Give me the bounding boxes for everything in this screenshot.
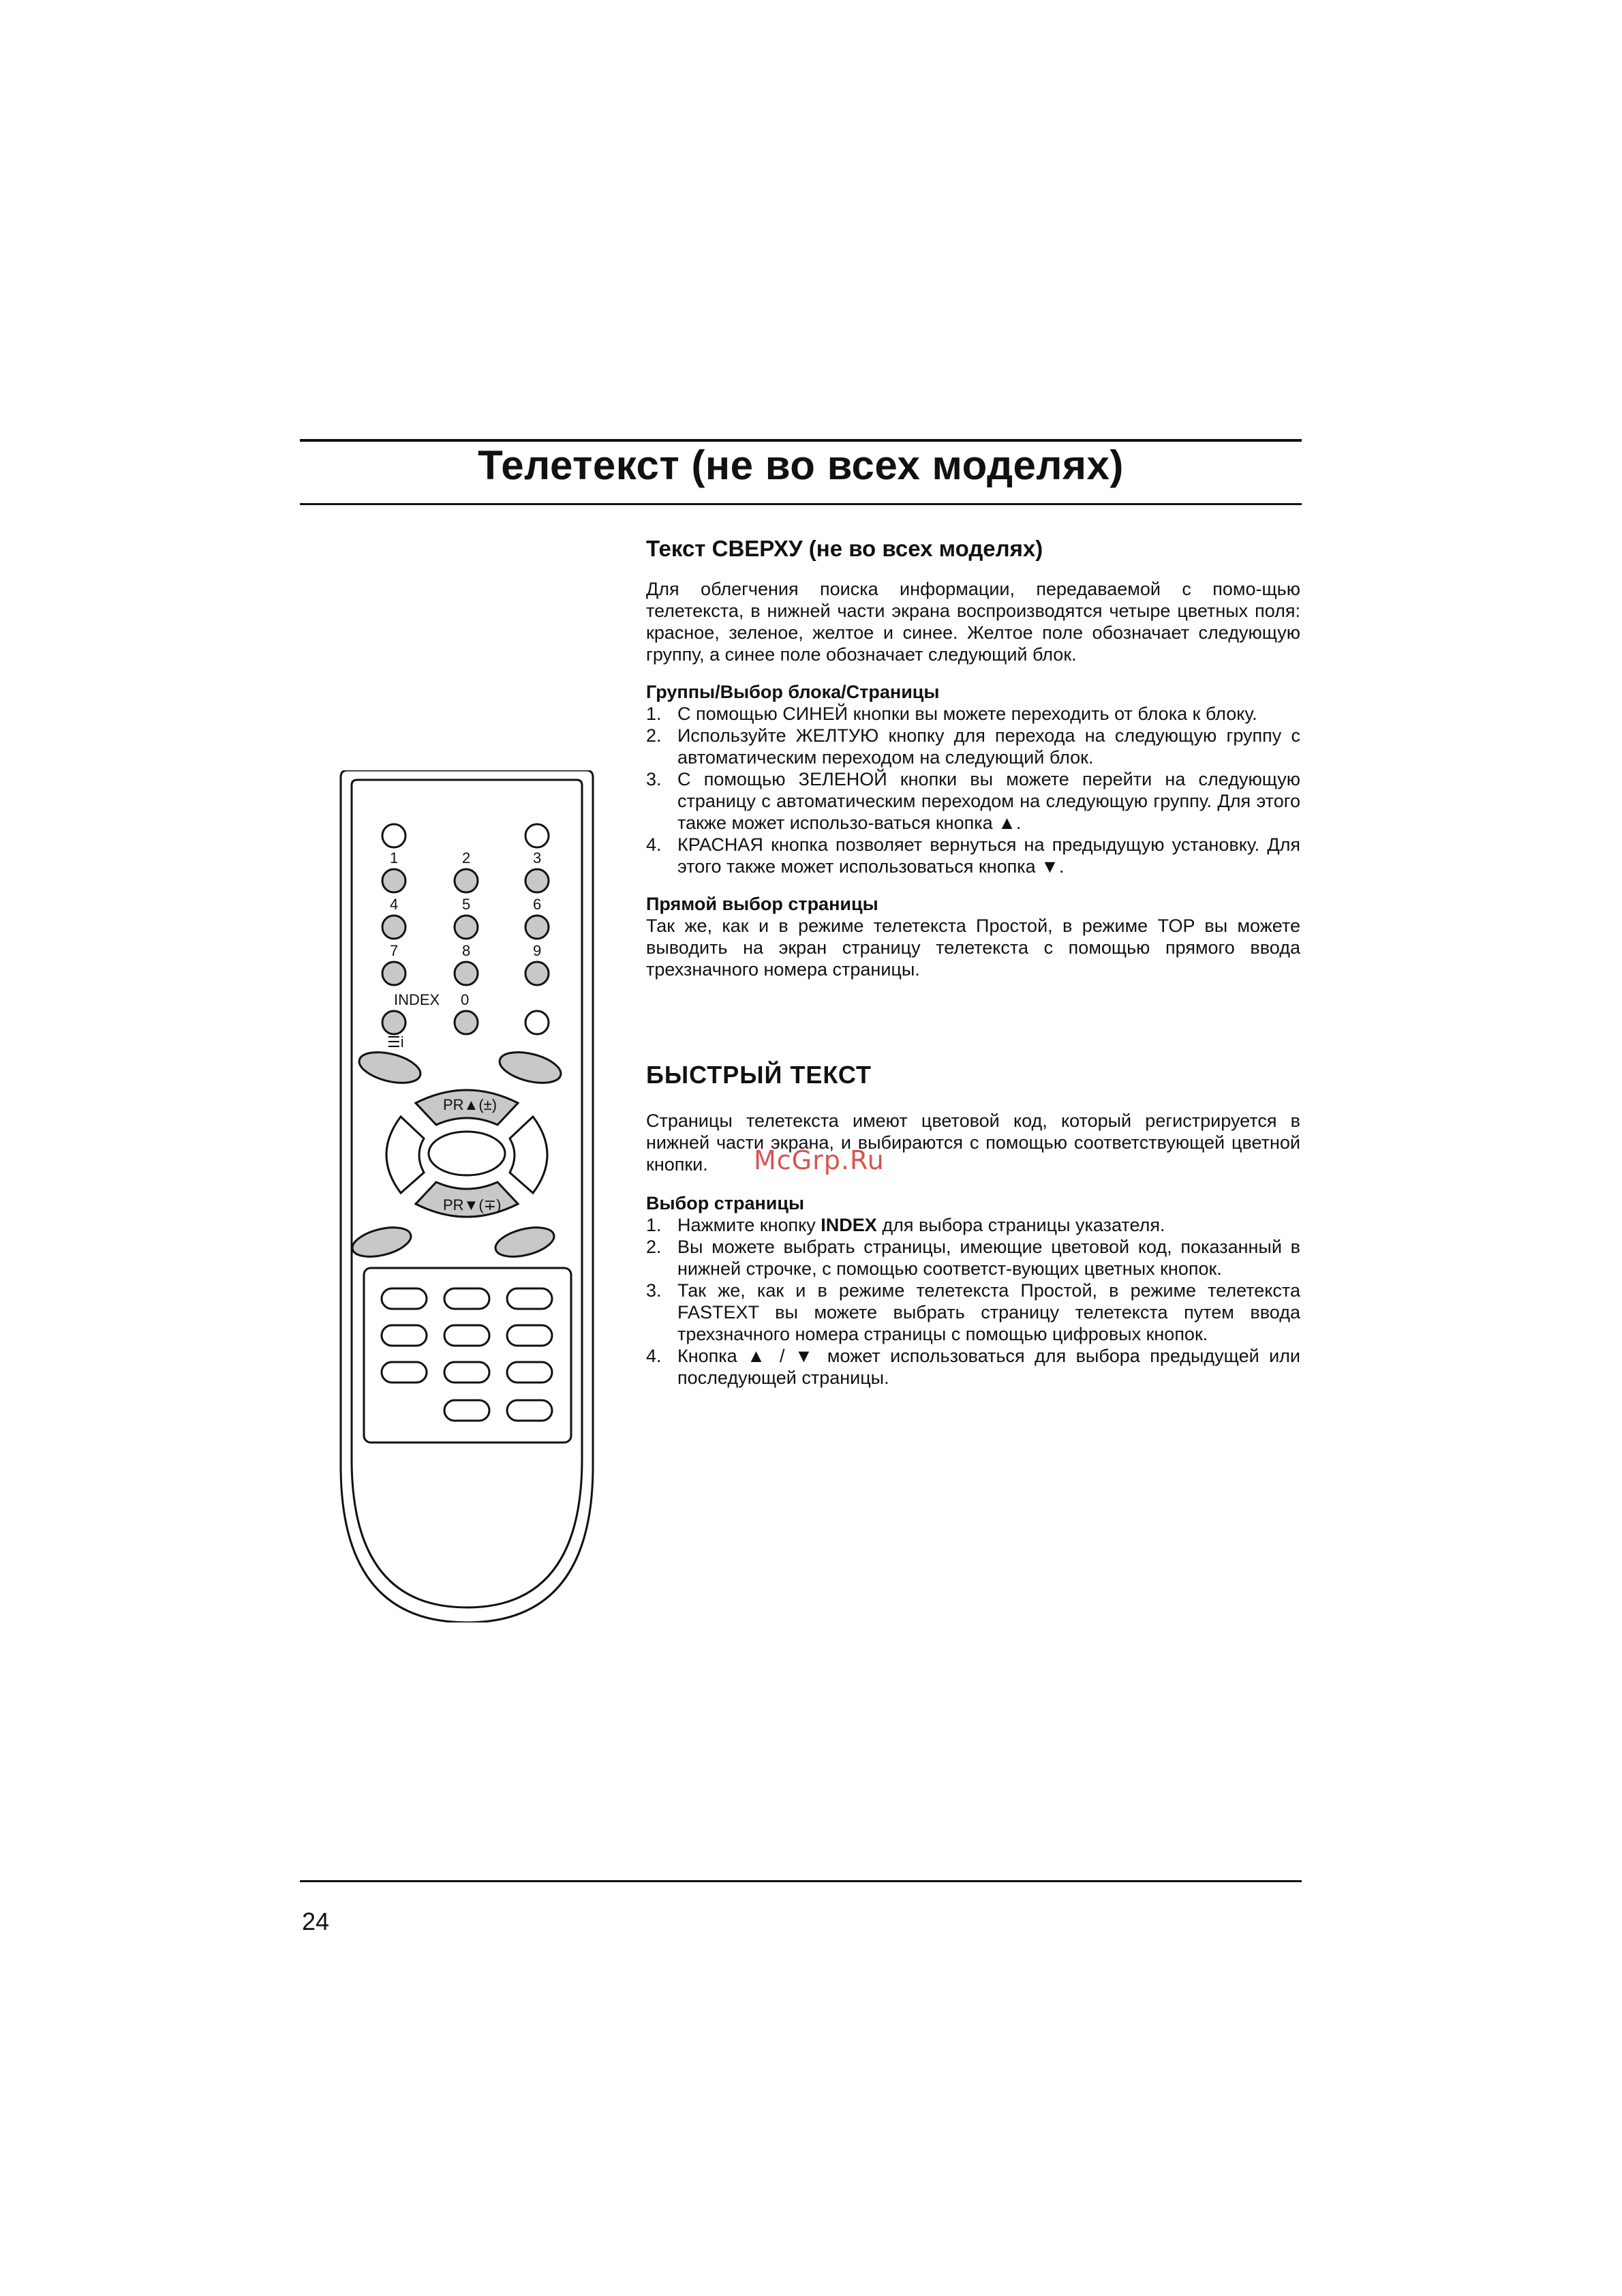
ok-button (429, 1132, 505, 1175)
direct-text: Так же, как и в режиме телетекста Простой, в режиме TOP вы можете выводить на экран страницу телетекста с помощью прямого ввода трехзначного номера страницы. (646, 916, 1300, 980)
title-bottom-rule (300, 503, 1302, 505)
section-fast-intro: Страницы телетекста имеют цветовой код, который регистрируется в нижней части экрана, и выбираются с помощью соответствующей цветной кнопки. (646, 1111, 1300, 1175)
list-item: 4. КРАСНАЯ кнопка позволяет вернуться на предыдущую установку. Для этого также может использоваться кнопка ▼. (646, 834, 1300, 877)
section-top (646, 536, 1300, 980)
direct-heading: Прямой выбор страницы (646, 894, 878, 914)
digit-1-label: 1 (390, 849, 399, 866)
digit-6-label: 6 (533, 896, 542, 913)
list-item: 1. С помощью СИНЕЙ кнопки вы можете переходить от блока к блоку. (646, 704, 1257, 724)
pr-down-label: PR▼(∓) (443, 1196, 502, 1213)
panel-button (444, 1400, 489, 1421)
list-item: 3. С помощью ЗЕЛЕНОЙ кнопки вы можете перейти на следующую страницу с автоматическим переходом на следующую группу. Для этого также может использо-ваться кнопка ▲. (646, 769, 1300, 833)
section-fast (646, 1061, 1300, 1389)
digit-9-label: 9 (533, 942, 542, 959)
panel-button (507, 1362, 552, 1383)
list-item: 4. Кнопка ▲ / ▼ может использоваться для выбора предыдущей или последующей страницы. (646, 1346, 1300, 1388)
footer-rule (300, 1880, 1302, 1882)
groups-heading: Группы/Выбор блока/Страницы (646, 682, 940, 702)
digit-8-button (455, 962, 478, 985)
index-button (382, 1011, 406, 1034)
panel-button (507, 1400, 552, 1421)
list-item: 1. Нажмите кнопку INDEX для выбора страницы указателя. (646, 1215, 1165, 1235)
page-title: Телетекст (не во всех моделях) (478, 442, 1124, 488)
index-label: INDEX (394, 991, 440, 1008)
section-top-heading: Текст СВЕРХУ (не во всех моделях) (646, 536, 1043, 561)
groups-list (646, 703, 1300, 877)
list-item: 2. Используйте ЖЕЛТУЮ кнопку для перехода на следующую группу с автоматическим переходом на следующий блок. (646, 725, 1300, 768)
select-list (646, 1214, 1300, 1389)
digit-9-button (525, 962, 549, 985)
panel-button (382, 1325, 427, 1346)
watermark: McGrp.Ru (754, 1145, 885, 1175)
digit-7-button (382, 962, 406, 985)
panel-button (382, 1362, 427, 1383)
digit-6-button (525, 916, 549, 939)
digit-3-label: 3 (533, 849, 542, 866)
panel-button (382, 1288, 427, 1309)
digit-2-button (455, 869, 478, 892)
digit-5-button (455, 916, 478, 939)
digit-7-label: 7 (390, 942, 399, 959)
list-item: 2. Вы можете выбрать страницы, имеющие цветовой код, показанный в нижней строчке, с помощью соответст-вующих цветных кнопок. (646, 1237, 1300, 1279)
digit-3-button (525, 869, 549, 892)
power-button (382, 824, 406, 847)
panel-button (507, 1288, 552, 1309)
digit-4-label: 4 (390, 896, 399, 913)
mute-button (525, 824, 549, 847)
digit-8-label: 8 (462, 942, 471, 959)
panel-button (444, 1325, 489, 1346)
section-fast-heading: БЫСТРЫЙ ТЕКСТ (646, 1061, 872, 1089)
remote-control-illustration (334, 770, 600, 1622)
panel-button (444, 1362, 489, 1383)
info-label: ☰i (387, 1033, 404, 1051)
panel-button (507, 1325, 552, 1346)
list-item: 3. Так же, как и в режиме телетекста Простой, в режиме телетекста FASTEXT вы можете выбрать страницу телетекста путем ввода трехзначного номера страницы с помощью цифровых кнопок. (646, 1280, 1300, 1344)
digit-0-button (455, 1011, 478, 1034)
digit-0-label: 0 (461, 991, 470, 1008)
select-heading: Выбор страницы (646, 1193, 805, 1213)
digit-2-label: 2 (462, 849, 471, 866)
page-number: 24 (302, 1907, 330, 1935)
panel-button (444, 1288, 489, 1309)
pr-up-label: PR▲(±) (443, 1096, 498, 1113)
digit-5-label: 5 (462, 896, 471, 913)
digit-1-button (382, 869, 406, 892)
digit-4-button (382, 916, 406, 939)
section-top-intro: Для облегчения поиска информации, передаваемой с помо-щью телетекста, в нижней части экрана воспроизводятся четыре цветных поля: красное, зеленое, желтое и синее. Желтое поле обозначает следующую группу, а синее поле обозначает следующий блок. (646, 579, 1300, 665)
return-button (525, 1011, 549, 1034)
